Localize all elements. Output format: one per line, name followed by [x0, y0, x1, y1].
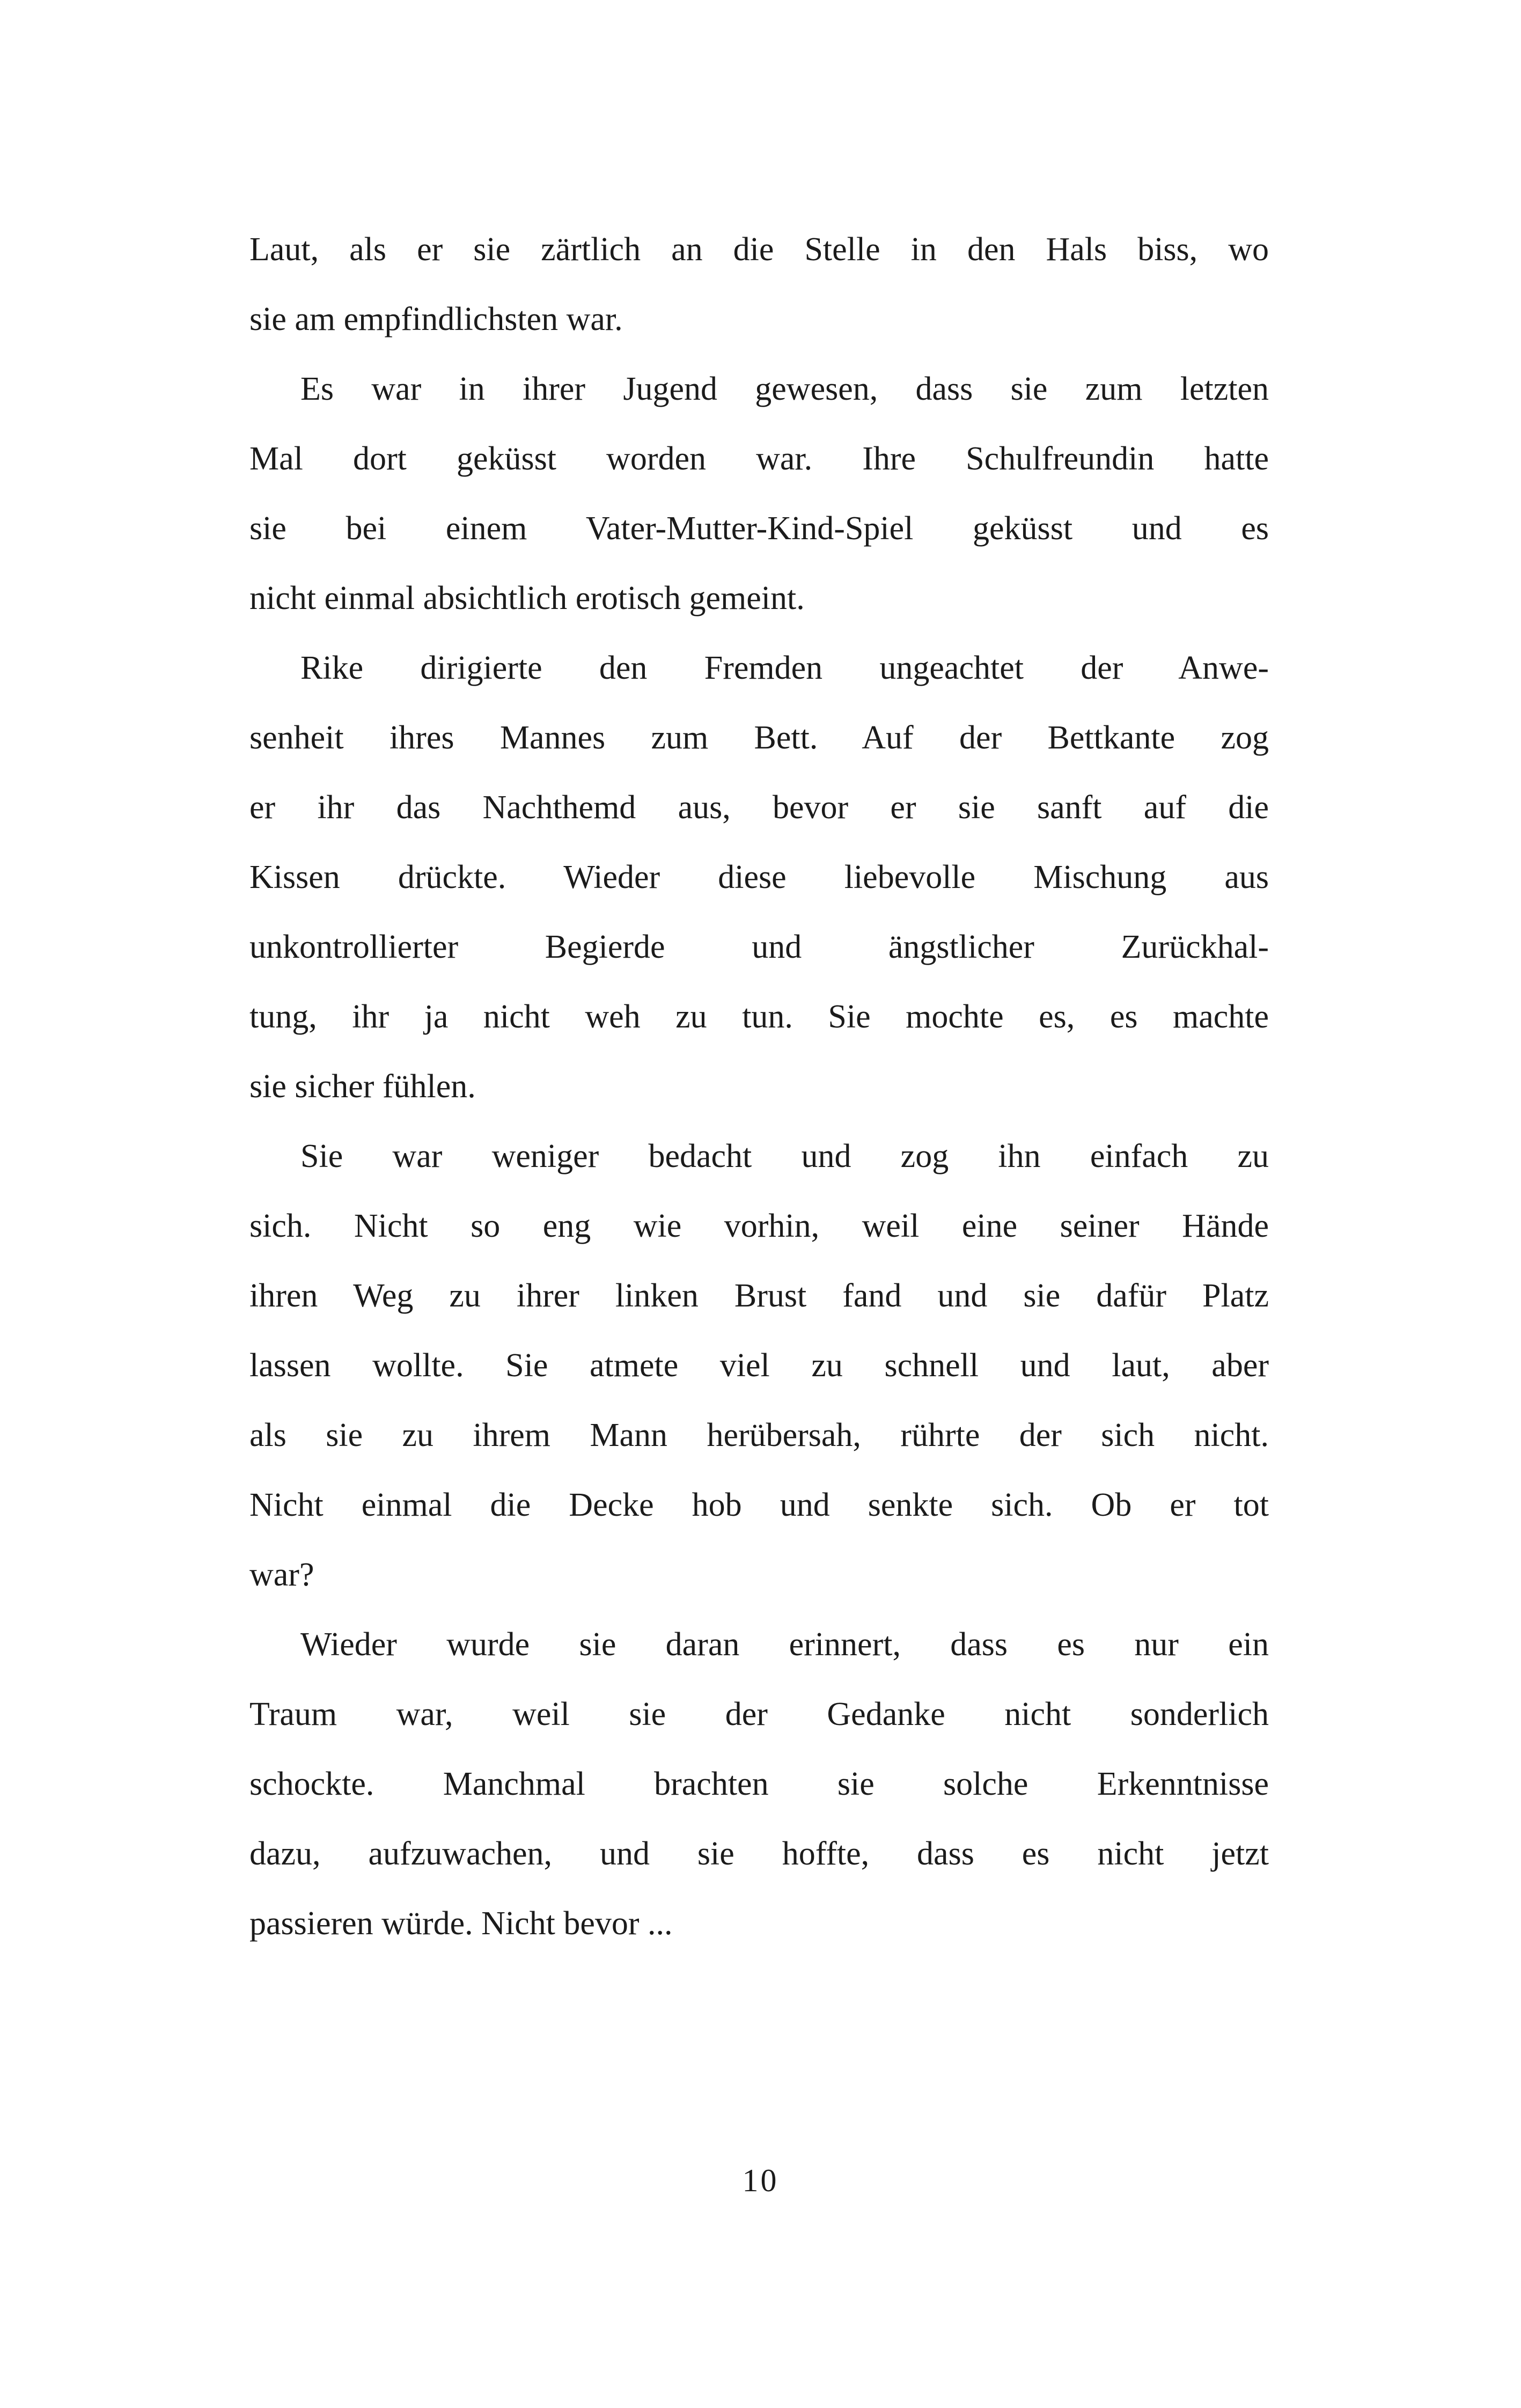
text-line: Rike dirigierte den Fremden ungeachtet der Anwe- — [300, 650, 1269, 686]
text-line: schockte. Manchmal brachten sie solche Erkenntnisse — [249, 1766, 1269, 1802]
text-line: nicht einmal absichtlich erotisch gemeint. — [249, 580, 805, 616]
text-block — [249, 215, 1269, 1958]
text-line: als sie zu ihrem Mann herübersah, rührte der sich nicht. — [249, 1417, 1269, 1453]
text-line: tung, ihr ja nicht weh zu tun. Sie mochte es, es machte — [249, 999, 1269, 1035]
text-line: Nicht einmal die Decke hob und senkte sich. Ob er tot — [249, 1487, 1269, 1523]
text-line: Mal dort geküsst worden war. Ihre Schulfreundin hatte — [249, 441, 1269, 477]
text-line: ihren Weg zu ihrer linken Brust fand und sie dafür Platz — [249, 1278, 1269, 1314]
text-line: dazu, aufzuwachen, und sie hoffte, dass es nicht jetzt — [249, 1836, 1269, 1872]
text-line: sie am empfindlichsten war. — [249, 301, 623, 337]
text-line: sich. Nicht so eng wie vorhin, weil eine seiner Hände — [249, 1208, 1269, 1244]
text-line: sie sicher fühlen. — [249, 1068, 476, 1105]
text-line: Wieder wurde sie daran erinnert, dass es nur ein — [300, 1626, 1269, 1663]
text-line: lassen wollte. Sie atmete viel zu schnell und laut, aber — [249, 1347, 1269, 1384]
text-line: er ihr das Nachthemd aus, bevor er sie sanft auf die — [249, 789, 1269, 826]
text-line: war? — [249, 1557, 314, 1593]
page-number: 10 — [742, 2163, 779, 2198]
text-line: unkontrollierter Begierde und ängstlicher Zurückhal- — [249, 929, 1269, 965]
text-line: Laut, als er sie zärtlich an die Stelle in den Hals biss, wo — [249, 231, 1269, 268]
text-line: sie bei einem Vater-Mutter-Kind-Spiel geküsst und es — [249, 510, 1269, 547]
text-line: Sie war weniger bedacht und zog ihn einfach zu — [300, 1138, 1269, 1174]
text-line: Kissen drückte. Wieder diese liebevolle Mischung aus — [249, 859, 1269, 895]
text-line: Traum war, weil sie der Gedanke nicht sonderlich — [249, 1696, 1269, 1732]
text-line: senheit ihres Mannes zum Bett. Auf der Bettkante zog — [249, 720, 1269, 756]
text-line: passieren würde. Nicht bevor ... — [249, 1905, 673, 1942]
text-line: Es war in ihrer Jugend gewesen, dass sie zum letzten — [300, 371, 1269, 407]
